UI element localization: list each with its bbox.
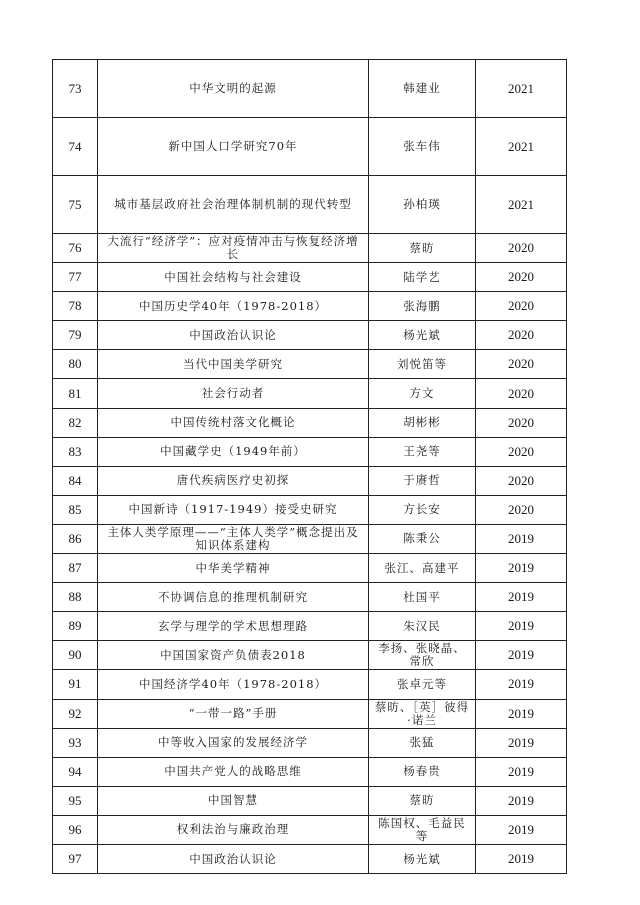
table-row [53, 612, 567, 641]
book-year: 2020 [476, 321, 567, 350]
row-number: 88 [53, 583, 98, 612]
book-title: 中国政治认识论 [98, 844, 369, 873]
book-year: 2020 [476, 437, 567, 466]
row-number: 80 [53, 350, 98, 379]
book-title: 中国新诗（1917-1949）接受史研究 [98, 495, 369, 524]
book-author: 陆学艺 [369, 263, 476, 292]
book-author: 刘悦笛等 [369, 350, 476, 379]
book-year: 2019 [476, 699, 567, 728]
row-number: 87 [53, 554, 98, 583]
book-title: 主体人类学原理——“主体人类学”概念提出及知识体系建构 [98, 524, 369, 553]
table-row [53, 495, 567, 524]
book-year: 2021 [476, 118, 567, 176]
row-number: 92 [53, 699, 98, 728]
row-number: 96 [53, 815, 98, 844]
book-title: 玄学与理学的学术思想理路 [98, 612, 369, 641]
table-row [53, 176, 567, 234]
book-year: 2020 [476, 379, 567, 408]
book-title: 中华文明的起源 [98, 60, 369, 118]
book-year: 2019 [476, 844, 567, 873]
book-title: 中华美学精神 [98, 554, 369, 583]
table-row [53, 292, 567, 321]
table-row [53, 728, 567, 757]
book-author: 孙柏瑛 [369, 176, 476, 234]
book-year: 2019 [476, 815, 567, 844]
book-title: 中国智慧 [98, 786, 369, 815]
book-year: 2020 [476, 495, 567, 524]
book-author: 张猛 [369, 728, 476, 757]
book-year: 2019 [476, 670, 567, 699]
book-title: 中国政治认识论 [98, 321, 369, 350]
book-author: 方长安 [369, 495, 476, 524]
book-title: 中国藏学史（1949年前） [98, 437, 369, 466]
book-year: 2020 [476, 292, 567, 321]
book-author: 韩建业 [369, 60, 476, 118]
row-number: 84 [53, 466, 98, 495]
book-title: 中国社会结构与社会建设 [98, 263, 369, 292]
row-number: 73 [53, 60, 98, 118]
book-title: 中国国家资产负债表2018 [98, 641, 369, 670]
book-title: 不协调信息的推理机制研究 [98, 583, 369, 612]
book-title: 中国经济学40年（1978-2018） [98, 670, 369, 699]
table-row [53, 641, 567, 670]
book-title: 中国历史学40年（1978-2018） [98, 292, 369, 321]
book-author: 杨光斌 [369, 844, 476, 873]
book-author: 张卓元等 [369, 670, 476, 699]
book-author: 蔡昉 [369, 786, 476, 815]
table-row [53, 60, 567, 118]
table-row [53, 379, 567, 408]
book-year: 2019 [476, 641, 567, 670]
row-number: 90 [53, 641, 98, 670]
book-author: 张江、高建平 [369, 554, 476, 583]
book-year: 2020 [476, 350, 567, 379]
book-author: 张海鹏 [369, 292, 476, 321]
book-author: 朱汉民 [369, 612, 476, 641]
book-year: 2020 [476, 263, 567, 292]
row-number: 82 [53, 408, 98, 437]
table-row [53, 554, 567, 583]
book-author: 杨光斌 [369, 321, 476, 350]
book-title: 中等收入国家的发展经济学 [98, 728, 369, 757]
row-number: 91 [53, 670, 98, 699]
row-number: 75 [53, 176, 98, 234]
book-title: 新中国人口学研究70年 [98, 118, 369, 176]
row-number: 83 [53, 437, 98, 466]
row-number: 93 [53, 728, 98, 757]
book-author: 蔡昉、［英］彼得·诺兰 [369, 699, 476, 728]
book-title: 大流行“经济学”：应对疫情冲击与恢复经济增长 [98, 234, 369, 263]
book-year: 2020 [476, 466, 567, 495]
book-author: 杨春贵 [369, 757, 476, 786]
book-author: 于赓哲 [369, 466, 476, 495]
table-row [53, 844, 567, 873]
row-number: 81 [53, 379, 98, 408]
row-number: 76 [53, 234, 98, 263]
book-author: 陈秉公 [369, 524, 476, 553]
book-title: 权利法治与廉政治理 [98, 815, 369, 844]
book-year: 2019 [476, 757, 567, 786]
book-title: 当代中国美学研究 [98, 350, 369, 379]
row-number: 85 [53, 495, 98, 524]
book-year: 2020 [476, 408, 567, 437]
book-year: 2021 [476, 176, 567, 234]
table-row [53, 118, 567, 176]
table-row [53, 263, 567, 292]
table-row [53, 466, 567, 495]
row-number: 74 [53, 118, 98, 176]
row-number: 79 [53, 321, 98, 350]
row-number: 94 [53, 757, 98, 786]
table-row [53, 583, 567, 612]
book-title: 中国共产党人的战略思维 [98, 757, 369, 786]
table-row [53, 670, 567, 699]
table-row [53, 408, 567, 437]
book-title: 城市基层政府社会治理体制机制的现代转型 [98, 176, 369, 234]
book-year: 2019 [476, 524, 567, 553]
table-row [53, 699, 567, 728]
table-row [53, 786, 567, 815]
book-author: 王尧等 [369, 437, 476, 466]
book-author: 胡彬彬 [369, 408, 476, 437]
table-row [53, 437, 567, 466]
table-row [53, 321, 567, 350]
book-author: 陈国权、毛益民等 [369, 815, 476, 844]
row-number: 97 [53, 844, 98, 873]
table-row [53, 815, 567, 844]
table-row [53, 234, 567, 263]
row-number: 78 [53, 292, 98, 321]
row-number: 77 [53, 263, 98, 292]
book-year: 2021 [476, 60, 567, 118]
book-title: 中国传统村落文化概论 [98, 408, 369, 437]
book-year: 2019 [476, 554, 567, 583]
book-year: 2019 [476, 583, 567, 612]
table-row [53, 524, 567, 553]
book-title: “一带一路”手册 [98, 699, 369, 728]
table-row [53, 757, 567, 786]
book-author: 方文 [369, 379, 476, 408]
book-year: 2020 [476, 234, 567, 263]
book-author: 杜国平 [369, 583, 476, 612]
book-author: 李扬、张晓晶、常欣 [369, 641, 476, 670]
book-year: 2019 [476, 612, 567, 641]
book-list-sheet [52, 59, 567, 874]
book-table [52, 59, 567, 874]
book-title: 社会行动者 [98, 379, 369, 408]
book-year: 2019 [476, 728, 567, 757]
book-title: 唐代疾病医疗史初探 [98, 466, 369, 495]
table-row [53, 350, 567, 379]
book-year: 2019 [476, 786, 567, 815]
book-author: 蔡昉 [369, 234, 476, 263]
row-number: 89 [53, 612, 98, 641]
book-author: 张车伟 [369, 118, 476, 176]
row-number: 86 [53, 524, 98, 553]
row-number: 95 [53, 786, 98, 815]
